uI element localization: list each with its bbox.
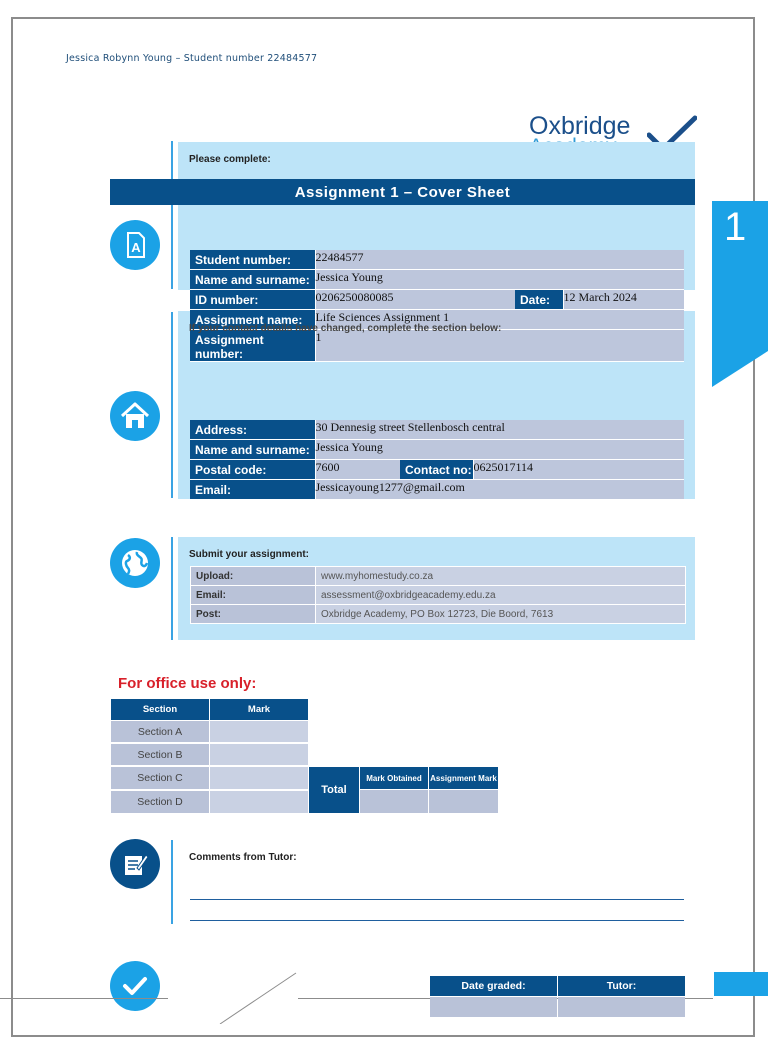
tutor-header: Tutor: — [558, 976, 685, 996]
accent-line — [171, 312, 173, 498]
name-label: Name and surname: — [190, 270, 315, 290]
date-field[interactable]: 12 March 2024 — [563, 290, 684, 310]
assignment-name-label: Assignment name: — [190, 310, 315, 330]
submit-title: Submit your assignment: — [189, 549, 310, 560]
section-d-mark[interactable] — [210, 791, 308, 813]
office-use-title: For office use only: — [118, 675, 257, 692]
section-b-label: Section B — [111, 744, 209, 765]
comments-title: Comments from Tutor: — [189, 852, 297, 863]
section-a-mark[interactable] — [210, 721, 308, 742]
submit-table — [190, 566, 686, 624]
accent-line — [171, 141, 173, 289]
section-c-label: Section C — [111, 767, 209, 789]
date-label: Date: — [515, 290, 563, 310]
globe-icon — [110, 538, 160, 588]
assignment-number-field[interactable]: 1 — [315, 330, 684, 362]
section-d-label: Section D — [111, 791, 209, 813]
submit-email-label: Email: — [191, 586, 316, 605]
contact-name-field[interactable]: Jessica Young — [315, 440, 684, 460]
checkmark-icon — [110, 961, 160, 1011]
svg-text:A: A — [131, 240, 141, 255]
accent-line — [171, 537, 173, 640]
postal-code-field[interactable]: 7600 — [315, 460, 400, 480]
email-field[interactable]: Jessicayoung1277@gmail.com — [315, 480, 684, 500]
section-b-mark[interactable] — [210, 744, 308, 765]
student-number-label: Student number: — [190, 250, 315, 270]
address-field[interactable]: 30 Dennesig street Stellenbosch central — [315, 420, 684, 440]
corner-accent — [714, 972, 768, 996]
please-complete-label: Please complete: — [189, 154, 271, 165]
upload-link[interactable]: www.myhomestudy.co.za — [316, 567, 686, 586]
assignment-mark-header: Assignment Mark — [429, 767, 498, 789]
contact-number-label: Contact no: — [400, 460, 473, 480]
student-details-table — [190, 250, 684, 362]
footer-divider — [0, 998, 168, 999]
post-label: Post: — [191, 605, 316, 624]
name-field[interactable]: Jessica Young — [315, 270, 684, 290]
postal-code-label: Postal code: — [190, 460, 315, 480]
assignment-mark-field[interactable] — [429, 790, 498, 813]
mark-obtained-header: Mark Obtained — [360, 767, 428, 789]
section-a-label: Section A — [111, 721, 209, 742]
header-text: Jessica Robynn Young – Student number 22484577 — [66, 53, 318, 64]
contact-change-instruction: If your contact details have changed, complete the section below: — [189, 323, 502, 334]
footer-slash — [200, 970, 300, 1024]
home-icon — [110, 391, 160, 441]
page-number: 1 — [724, 205, 747, 249]
comment-line[interactable] — [190, 899, 684, 900]
date-graded-field[interactable] — [430, 997, 557, 1017]
section-column-header: Section — [111, 699, 209, 720]
student-number-field[interactable]: 22484577 — [315, 250, 684, 270]
accent-line — [171, 840, 173, 924]
tutor-field[interactable] — [558, 997, 685, 1017]
id-number-label: ID number: — [190, 290, 315, 310]
mark-obtained-field[interactable] — [360, 790, 428, 813]
mark-column-header: Mark — [210, 699, 308, 720]
edit-note-icon — [110, 839, 160, 889]
total-label: Total — [309, 767, 359, 813]
logo-line1: Oxbridge — [529, 112, 631, 140]
post-address: Oxbridge Academy, PO Box 12723, Die Boord, 7613 — [316, 605, 686, 624]
page-title: Assignment 1 – Cover Sheet — [110, 179, 695, 205]
document-icon — [110, 220, 160, 270]
contact-name-label: Name and surname: — [190, 440, 315, 460]
address-label: Address: — [190, 420, 315, 440]
assignment-name-field[interactable]: Life Sciences Assignment 1 — [315, 310, 684, 330]
email-label: Email: — [190, 480, 315, 500]
contact-details-table — [190, 420, 684, 500]
assignment-number-label: Assignment number: — [190, 330, 315, 362]
date-graded-header: Date graded: — [430, 976, 557, 996]
id-number-field[interactable]: 0206250080085 — [315, 290, 515, 310]
section-c-mark[interactable] — [210, 767, 308, 789]
upload-label: Upload: — [191, 567, 316, 586]
submit-email-link[interactable]: assessment@oxbridgeacademy.edu.za — [316, 586, 686, 605]
contact-number-field[interactable]: 0625017114 — [473, 460, 684, 480]
comment-line[interactable] — [190, 920, 684, 921]
